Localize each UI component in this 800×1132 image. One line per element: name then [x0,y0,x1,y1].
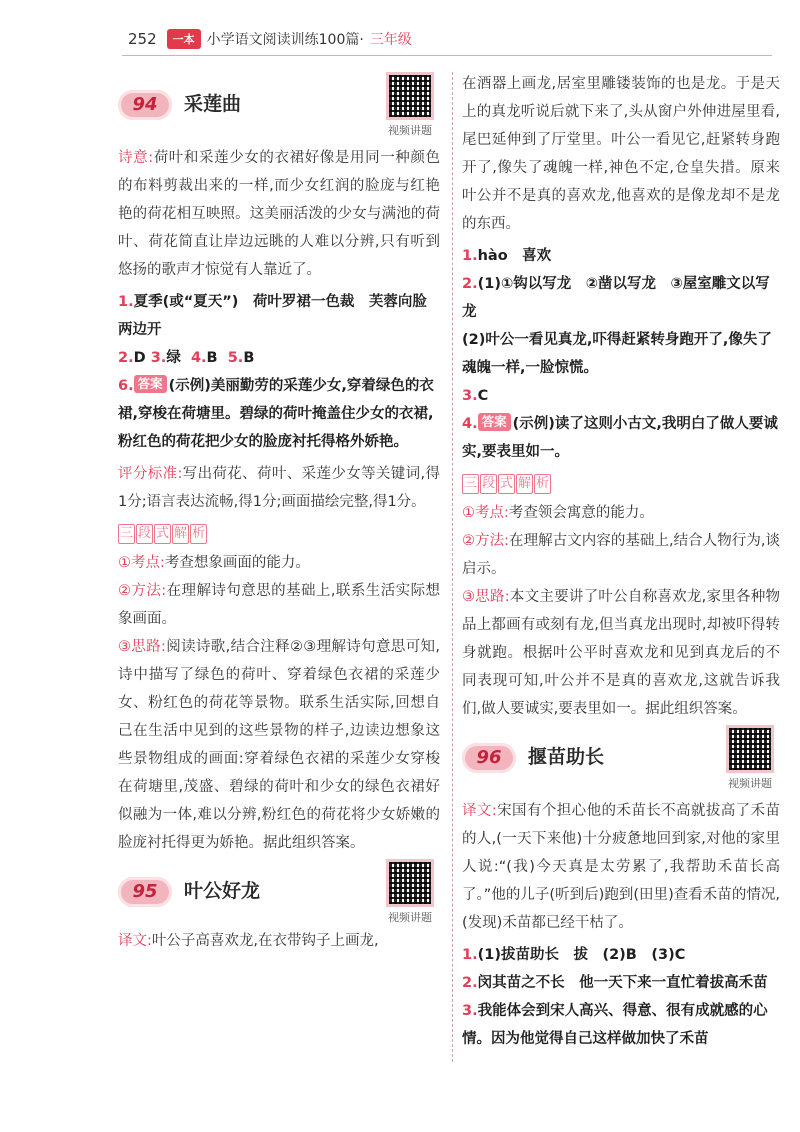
translation-95-cont: 在酒器上画龙,居室里雕镂装饰的也是龙。于是天上的真龙听说后就下来了,头从窗户外伸进屋里看,尾巴延伸到了厅堂里。叶公一看见它,赶紧转身跑开了,像失了魂魄一样,神色不定,仓皇失措。原来叶公并不是真的喜欢龙,他喜欢的是像龙却不是龙的东西。 [462,76,780,232]
analysis-kaodian: ①考点:考查领会寓意的能力。 [462,505,654,521]
s95-answer-1: 1.hào 喜欢 [462,248,552,264]
analysis-kaodian: ①考点:考查想象画面的能力。 [118,555,310,571]
section-96-header [462,723,780,797]
header-divider [122,55,772,56]
analysis-fangfa: ②方法:在理解诗句意思的基础上,联系生活实际想象画面。 [118,583,440,627]
page-number: 252 [128,30,157,48]
video-qr[interactable] [720,725,780,791]
analysis-fangfa: ②方法:在理解古文内容的基础上,结合人物行为,谈启示。 [462,533,781,577]
answer-1: 1.夏季(或“夏天”) 荷叶罗裙一色裁 芙蓉向脸两边开 [118,294,427,338]
s95-answer-3: 3.C [462,388,489,404]
s95-answer-4: 4. 答案 (示例)读了这则小古文,我明白了做人要诚实,要表里如一。 [462,414,778,460]
qr-code-icon[interactable] [386,72,434,120]
s96-answer-2: 2.闵其苗之不长 他一天下来一直忙着拔高禾苗 [462,975,768,991]
s95-answer-2: 2.(1)①钩以写龙 ②凿以写龙 ③屋室雕文以写龙 [462,276,770,320]
s96-answer-1: 1.(1)拔苗助长 拔 (2)B (3)C [462,947,686,963]
right-column [462,70,780,1053]
analysis-title: 三 段 式 解 析 [118,519,208,547]
section-title: 揠苗助长 [528,746,605,768]
answer-6: 6. 答案 (示例)美丽勤劳的采莲少女,穿着绿色的衣裙,穿梭在荷塘里。碧绿的荷叶掩盖住少女的衣裙,粉红色的荷花把少女的脸庞衬托得格外娇艳。 [118,376,434,450]
brand-logo: 一本 [167,29,201,49]
video-qr[interactable] [380,859,440,925]
analysis-silu: ③思路:阅读诗歌,结合注释②③理解诗句意思可知,诗中描写了绿色的荷叶、穿着绿色衣裙的采莲少女、粉红色的荷花等景物。联系生活实际,回想自己在生活中见到的这些景物的样子,边读边想象这些景物组成的画面:穿着绿色衣裙的采莲少女穿梭在荷塘里,茂盛、碧绿的荷叶和少女的绿色衣裙好似融为一体,难以分辨,粉红色的荷花将少女娇嫩的脸庞衬托得更为娇艳。据此组织答案。 [118,639,440,851]
translation-95-start: 译文:叶公子高喜欢龙,在衣带钩子上画龙, [118,933,379,949]
video-qr[interactable] [380,72,440,138]
analysis-title: 三 段 式 解 析 [462,469,552,497]
book-title: 小学语文阅读训练100篇· [206,32,364,48]
qr-code-icon[interactable] [726,725,774,773]
video-label: 视频讲题 [728,777,772,790]
grade-label: 三年级 [369,32,412,48]
video-label: 视频讲题 [388,911,432,924]
answers-2-5: 2.D 3.绿 4.B 5.B [118,350,255,366]
section-title: 叶公好龙 [184,880,261,902]
section-94-header [118,70,440,144]
answer-chip: 答案 [134,375,167,393]
answer-chip: 答案 [478,413,511,431]
poem-meaning: 诗意:荷叶和采莲少女的衣裙好像是用同一种颜色的布料剪裁出来的一样,而少女红润的脸庞与红艳艳的荷花相互映照。这美丽活泼的少女与满池的荷叶、荷花简直让岸边远眺的人难以分辨,只有听到悠扬的歌声才惊觉有人靠近了。 [118,150,441,278]
scoring-standard: 评分标准:写出荷花、荷叶、采莲少女等关键词,得1分;语言表达流畅,得1分;画面描绘完整,得1分。 [118,466,440,510]
section-number-badge: 96 [462,743,516,773]
s95-answer-2-2: (2)叶公一看见真龙,吓得赶紧转身跑开了,像失了魂魄一样,一脸惊慌。 [462,332,772,376]
qr-code-icon[interactable] [386,859,434,907]
section-title: 采莲曲 [184,93,242,115]
section-number-badge: 94 [118,90,172,120]
left-column [118,70,440,955]
analysis-silu: ③思路:本文主要讲了叶公自称喜欢龙,家里各种物品上都画有或刻有龙,但当真龙出现时,却被吓得转身就跑。根据叶公平时喜欢龙和见到真龙后的不同表现可知,叶公并不是真的喜欢龙,这就告诉我们,做人要诚实,要表里如一。据此组织答案。 [462,589,780,717]
column-divider [452,72,453,1062]
page-header [128,24,412,54]
s96-answer-3: 3.我能体会到宋人高兴、得意、很有成就感的心情。因为他觉得自己这样做加快了禾苗 [462,1003,768,1047]
section-number-badge: 95 [118,877,172,907]
translation-96: 译文:宋国有个担心他的禾苗长不高就拔高了禾苗的人,(一天下来他)十分疲惫地回到家,对他的家里人说:“(我)今天真是太劳累了,我帮助禾苗长高了。”他的儿子(听到后)跑到(田里)查看禾苗的情况,(发现)禾苗都已经干枯了。 [462,803,781,931]
section-95-header [118,857,440,927]
video-label: 视频讲题 [388,124,432,137]
